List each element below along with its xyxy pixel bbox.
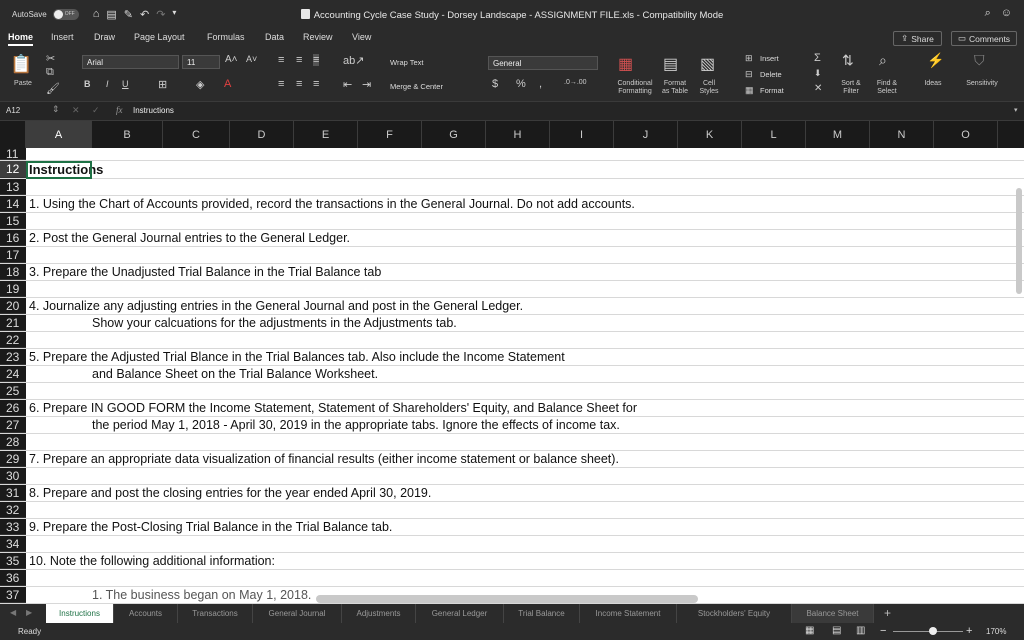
ribbon-tabs	[0, 28, 1024, 48]
column-header-h[interactable]: H	[486, 121, 550, 148]
sheet-tab-general-ledger[interactable]: General Ledger	[416, 604, 504, 623]
tab-data[interactable]: Data	[265, 32, 285, 42]
excel-file-icon	[301, 9, 310, 19]
page-layout-view-icon[interactable]: ▤	[832, 625, 842, 636]
borders-icon[interactable]: ⊞	[158, 79, 168, 91]
table-row	[0, 468, 1024, 485]
edit-icon[interactable]: ✎	[123, 8, 133, 21]
table-row	[0, 264, 1024, 281]
column-header-l[interactable]: L	[742, 121, 806, 148]
column-header-g[interactable]: G	[422, 121, 486, 148]
instruction-cell[interactable]: 6. Prepare IN GOOD FORM the Income Statement, Statement of Shareholders' Equity, and Balance Sheet for	[29, 401, 638, 415]
row-header[interactable]: 20	[0, 298, 26, 314]
table-row	[0, 315, 1024, 332]
align-middle-icon[interactable]: ≡	[296, 54, 303, 66]
instruction-cell[interactable]: 1. Using the Chart of Accounts provided, record the transactions in the General Journal. Do not add accounts.	[29, 197, 635, 211]
table-row	[0, 383, 1024, 400]
title-bar	[0, 0, 1024, 28]
merge-center-button[interactable]: Merge & Center	[390, 82, 443, 91]
row-header[interactable]: 19	[0, 281, 26, 297]
cut-icon[interactable]: ✂	[46, 53, 56, 65]
row-header[interactable]: 24	[0, 366, 26, 382]
table-row	[0, 332, 1024, 349]
row-header[interactable]: 12	[0, 161, 26, 178]
redo-icon[interactable]: ↷	[156, 8, 166, 21]
share-icon: ⇪	[901, 33, 909, 43]
sheet-tab-transactions[interactable]: Transactions	[178, 604, 253, 623]
bold-icon[interactable]: B	[84, 79, 91, 89]
home-icon[interactable]: ⌂	[92, 7, 100, 20]
autosum-icon[interactable]: Σ	[814, 52, 821, 64]
decrease-font-icon[interactable]: A˅	[246, 54, 258, 64]
table-row	[0, 485, 1024, 502]
row-header[interactable]: 29	[0, 451, 26, 467]
instruction-cell[interactable]: 7. Prepare an appropriate data visualization of financial results (either income statement or balance sheet).	[29, 452, 619, 466]
row-header[interactable]: 36	[0, 570, 26, 586]
column-header-n[interactable]: N	[870, 121, 934, 148]
row-header[interactable]: 35	[0, 553, 26, 569]
prev-sheet-icon[interactable]: ◀	[10, 608, 17, 617]
zoom-slider[interactable]	[893, 631, 963, 632]
autosave-label: AutoSave	[12, 9, 47, 19]
table-row	[0, 298, 1024, 315]
ribbon-home	[0, 48, 1024, 102]
tab-review[interactable]: Review	[303, 32, 333, 42]
status-bar	[0, 623, 1024, 640]
zoom-slider-thumb[interactable]	[929, 627, 937, 635]
tab-page-layout[interactable]: Page Layout	[134, 32, 185, 42]
instruction-cell[interactable]: 8. Prepare and post the closing entries for the year ended April 30, 2019.	[29, 486, 432, 500]
insert-cells-icon[interactable]: ⊞	[745, 53, 753, 63]
copy-icon[interactable]: ⧉	[46, 66, 54, 78]
row-header[interactable]: 33	[0, 519, 26, 535]
sheet-tabs	[0, 604, 1024, 623]
column-header-b[interactable]: B	[92, 121, 163, 148]
row-header[interactable]: 37	[0, 587, 26, 603]
table-row	[0, 230, 1024, 247]
format-as-table-label[interactable]: Format as Table	[662, 80, 688, 95]
tab-insert[interactable]: Insert	[51, 32, 74, 42]
expand-formula-bar-icon[interactable]: ▾	[1014, 107, 1018, 114]
sheet-tab-accounts[interactable]: Accounts	[114, 604, 178, 623]
customize-qat-icon[interactable]: ▾	[172, 7, 177, 17]
row-header[interactable]: 32	[0, 502, 26, 518]
align-center-icon[interactable]: ≡	[296, 78, 303, 90]
delete-cells-icon[interactable]: ⊟	[745, 69, 753, 79]
italic-icon[interactable]: I	[106, 79, 109, 89]
align-top-icon[interactable]: ≡	[278, 54, 285, 66]
add-sheet-icon[interactable]: +	[884, 606, 892, 620]
orientation-icon[interactable]: ab↗	[343, 55, 365, 67]
row-header[interactable]: 16	[0, 230, 26, 246]
column-header-f[interactable]: F	[358, 121, 422, 148]
decrease-indent-icon[interactable]: ⇤	[343, 79, 353, 91]
autosave-toggle[interactable]	[53, 9, 79, 20]
format-cells-icon[interactable]: ▦	[745, 85, 754, 95]
sheet-tab-income-statement[interactable]: Income Statement	[580, 604, 677, 623]
table-row	[0, 434, 1024, 451]
insert-cells-button[interactable]: Insert	[760, 54, 779, 63]
number-format-value: General	[493, 58, 522, 68]
search-icon[interactable]: ⌕	[984, 7, 991, 19]
instruction-cell[interactable]: 1. The business began on May 1, 2018.	[92, 588, 312, 602]
row-header[interactable]: 13	[0, 179, 26, 195]
zoom-out-icon[interactable]: −	[880, 625, 887, 637]
comments-label: Comments	[968, 33, 1011, 44]
increase-indent-icon[interactable]: ⇥	[362, 79, 372, 91]
column-headers	[0, 121, 1024, 148]
status-ready: Ready	[18, 627, 42, 636]
conditional-formatting-label[interactable]: Conditional Formatting	[617, 80, 653, 95]
row-header[interactable]: 21	[0, 315, 26, 331]
instruction-cell[interactable]: and Balance Sheet on the Trial Balance Worksheet.	[92, 367, 379, 381]
insert-function-icon[interactable]: fx	[116, 105, 123, 115]
save-icon[interactable]: ▤	[106, 8, 117, 21]
sheet-tab-adjustments[interactable]: Adjustments	[342, 604, 416, 623]
percent-icon[interactable]: %	[516, 78, 526, 90]
sheet-tab-stockholders-equity[interactable]: Stockholders' Equity	[677, 604, 792, 623]
table-row	[0, 570, 1024, 587]
font-size-select[interactable]	[182, 55, 220, 69]
fill-color-icon[interactable]: ◈	[196, 79, 205, 91]
row-header[interactable]: 14	[0, 196, 26, 212]
row-header[interactable]: 18	[0, 264, 26, 280]
instruction-cell[interactable]: 4. Journalize any adjusting entries in the General Journal and post in the General Ledger.	[29, 299, 524, 313]
normal-view-icon[interactable]: ▦	[805, 625, 815, 636]
increase-decimal-icon[interactable]: .0→.00	[564, 79, 587, 86]
column-header-k[interactable]: K	[678, 121, 742, 148]
row-header[interactable]: 11	[0, 148, 26, 160]
cell-styles-icon[interactable]: ▧	[700, 56, 716, 73]
clear-icon[interactable]: ✕	[814, 83, 823, 94]
table-row	[0, 179, 1024, 196]
instruction-cell[interactable]: 2. Post the General Journal entries to the General Ledger.	[29, 231, 351, 245]
table-row	[0, 553, 1024, 570]
number-format-select[interactable]	[488, 56, 598, 70]
column-header-m[interactable]: M	[806, 121, 870, 148]
format-cells-button[interactable]: Format	[760, 86, 784, 95]
row-header[interactable]: 34	[0, 536, 26, 552]
instruction-cell[interactable]: 3. Prepare the Unadjusted Trial Balance in the Trial Balance tab	[29, 265, 382, 279]
row-header[interactable]: 27	[0, 417, 26, 433]
instruction-cell[interactable]: Show your calcuations for the adjustments in the Adjustments tab.	[92, 316, 457, 330]
tab-view[interactable]: View	[352, 32, 372, 42]
row-header[interactable]: 31	[0, 485, 26, 501]
undo-icon[interactable]: ↶	[139, 8, 150, 21]
row-header[interactable]: 30	[0, 468, 26, 484]
comment-icon: ▭	[957, 33, 966, 43]
sensitivity-icon[interactable]: ⛉	[974, 52, 985, 68]
increase-font-icon[interactable]: A˄	[225, 54, 238, 65]
table-row	[0, 451, 1024, 468]
comments-button[interactable]	[951, 31, 1017, 46]
select-all-corner[interactable]	[0, 121, 26, 148]
formula-input[interactable]: Instructions	[133, 106, 174, 115]
column-header-i[interactable]: I	[550, 121, 614, 148]
instructions-heading[interactable]: Instructions	[29, 162, 104, 177]
font-name-select[interactable]	[82, 55, 179, 69]
paste-icon[interactable]: 📋	[10, 54, 33, 74]
sort-filter-icon[interactable]: ⇅	[842, 52, 854, 68]
tab-draw[interactable]: Draw	[94, 32, 116, 42]
column-header-o[interactable]: O	[934, 121, 998, 148]
wrap-text-button[interactable]: Wrap Text	[390, 58, 424, 67]
sensitivity-label[interactable]: Sensitivity	[966, 80, 998, 87]
format-painter-icon[interactable]: 🖌	[46, 83, 60, 95]
sheet-tab-trial-balance[interactable]: Trial Balance	[504, 604, 580, 623]
table-row	[0, 502, 1024, 519]
sheet-tab-instructions[interactable]: Instructions	[46, 604, 114, 623]
row-header[interactable]: 25	[0, 383, 26, 399]
ideas-label[interactable]: Ideas	[924, 80, 942, 87]
document-title: Accounting Cycle Case Study - Dorsey Landscape - ASSIGNMENT FILE.xls - Compatibility Mode	[313, 10, 724, 21]
table-row	[0, 161, 1024, 179]
table-row	[0, 366, 1024, 383]
column-header-c[interactable]: C	[163, 121, 230, 148]
table-row	[0, 247, 1024, 264]
font-name-value: Arial	[87, 57, 104, 67]
table-row	[0, 196, 1024, 213]
font-size-value: 11	[187, 57, 196, 67]
comma-icon[interactable]: ,	[539, 78, 543, 90]
align-right-icon[interactable]: ≡	[313, 78, 320, 90]
table-row	[0, 417, 1024, 434]
next-sheet-icon[interactable]: ▶	[26, 608, 33, 617]
sheet-tab-general-journal[interactable]: General Journal	[253, 604, 342, 623]
column-header-j[interactable]: J	[614, 121, 678, 148]
name-box[interactable]: A12	[6, 106, 21, 115]
align-bottom-icon[interactable]: ≡	[313, 54, 320, 66]
row-header[interactable]: 15	[0, 213, 26, 229]
share-label: Share	[911, 33, 934, 44]
table-row	[0, 148, 1024, 161]
row-header[interactable]: 28	[0, 434, 26, 450]
tab-formulas[interactable]: Formulas	[207, 32, 245, 42]
instruction-cell[interactable]: the period May 1, 2018 - April 30, 2019 in the appropriate tabs. Ignore the effects of income tax.	[92, 418, 620, 432]
paste-label: Paste	[14, 80, 32, 87]
format-as-table-icon[interactable]: ▤	[663, 56, 679, 73]
page-break-view-icon[interactable]: ▥	[856, 625, 866, 636]
vertical-scrollbar[interactable]	[1016, 188, 1022, 294]
row-header[interactable]: 23	[0, 349, 26, 365]
cancel-entry-icon[interactable]: ✕	[72, 105, 80, 115]
table-row	[0, 349, 1024, 366]
zoom-level[interactable]: 170%	[986, 627, 1007, 636]
share-button[interactable]	[893, 31, 942, 46]
zoom-in-icon[interactable]: +	[966, 625, 973, 637]
ideas-icon[interactable]: ⚡	[927, 52, 945, 68]
formula-bar	[0, 102, 1024, 121]
find-select-icon[interactable]: ⌕	[879, 52, 887, 68]
account-icon[interactable]: ☺	[1000, 7, 1012, 19]
fill-icon[interactable]: ⬇	[814, 68, 822, 78]
column-header-d[interactable]: D	[230, 121, 294, 148]
row-header[interactable]: 17	[0, 247, 26, 263]
tab-home[interactable]: Home	[8, 32, 33, 46]
currency-icon[interactable]: $	[492, 78, 499, 90]
name-box-stepper-icon[interactable]: ⇕	[52, 104, 60, 114]
autosave-state: OFF	[64, 11, 75, 17]
horizontal-scrollbar[interactable]	[316, 595, 698, 603]
sort-filter-label[interactable]: Sort & Filter	[841, 80, 861, 95]
find-select-label[interactable]: Find & Select	[876, 80, 898, 95]
row-header[interactable]: 26	[0, 400, 26, 416]
cell-styles-label[interactable]: Cell Styles	[699, 80, 719, 95]
column-header-e[interactable]: E	[294, 121, 358, 148]
instruction-cell[interactable]: 10. Note the following additional information:	[29, 554, 275, 568]
conditional-formatting-icon[interactable]: ▦	[618, 56, 634, 73]
table-row	[0, 519, 1024, 536]
align-left-icon[interactable]: ≡	[278, 78, 285, 90]
delete-cells-button[interactable]: Delete	[760, 70, 782, 79]
confirm-entry-icon[interactable]: ✓	[92, 105, 100, 115]
table-row	[0, 281, 1024, 298]
instruction-cell[interactable]: 9. Prepare the Post-Closing Trial Balance in the Trial Balance tab.	[29, 520, 393, 534]
underline-icon[interactable]: U	[122, 79, 129, 89]
font-color-icon[interactable]: A	[224, 78, 232, 90]
sheet-tab-balance-sheet[interactable]: Balance Sheet	[792, 604, 874, 623]
table-row	[0, 536, 1024, 553]
instruction-cell[interactable]: 5. Prepare the Adjusted Trial Blance in the Trial Balances tab. Also include the Income Statement	[29, 350, 565, 364]
row-header[interactable]: 22	[0, 332, 26, 348]
column-header-a[interactable]: A	[26, 121, 92, 148]
worksheet-grid[interactable]	[0, 148, 1024, 604]
table-row	[0, 400, 1024, 417]
table-row	[0, 213, 1024, 230]
